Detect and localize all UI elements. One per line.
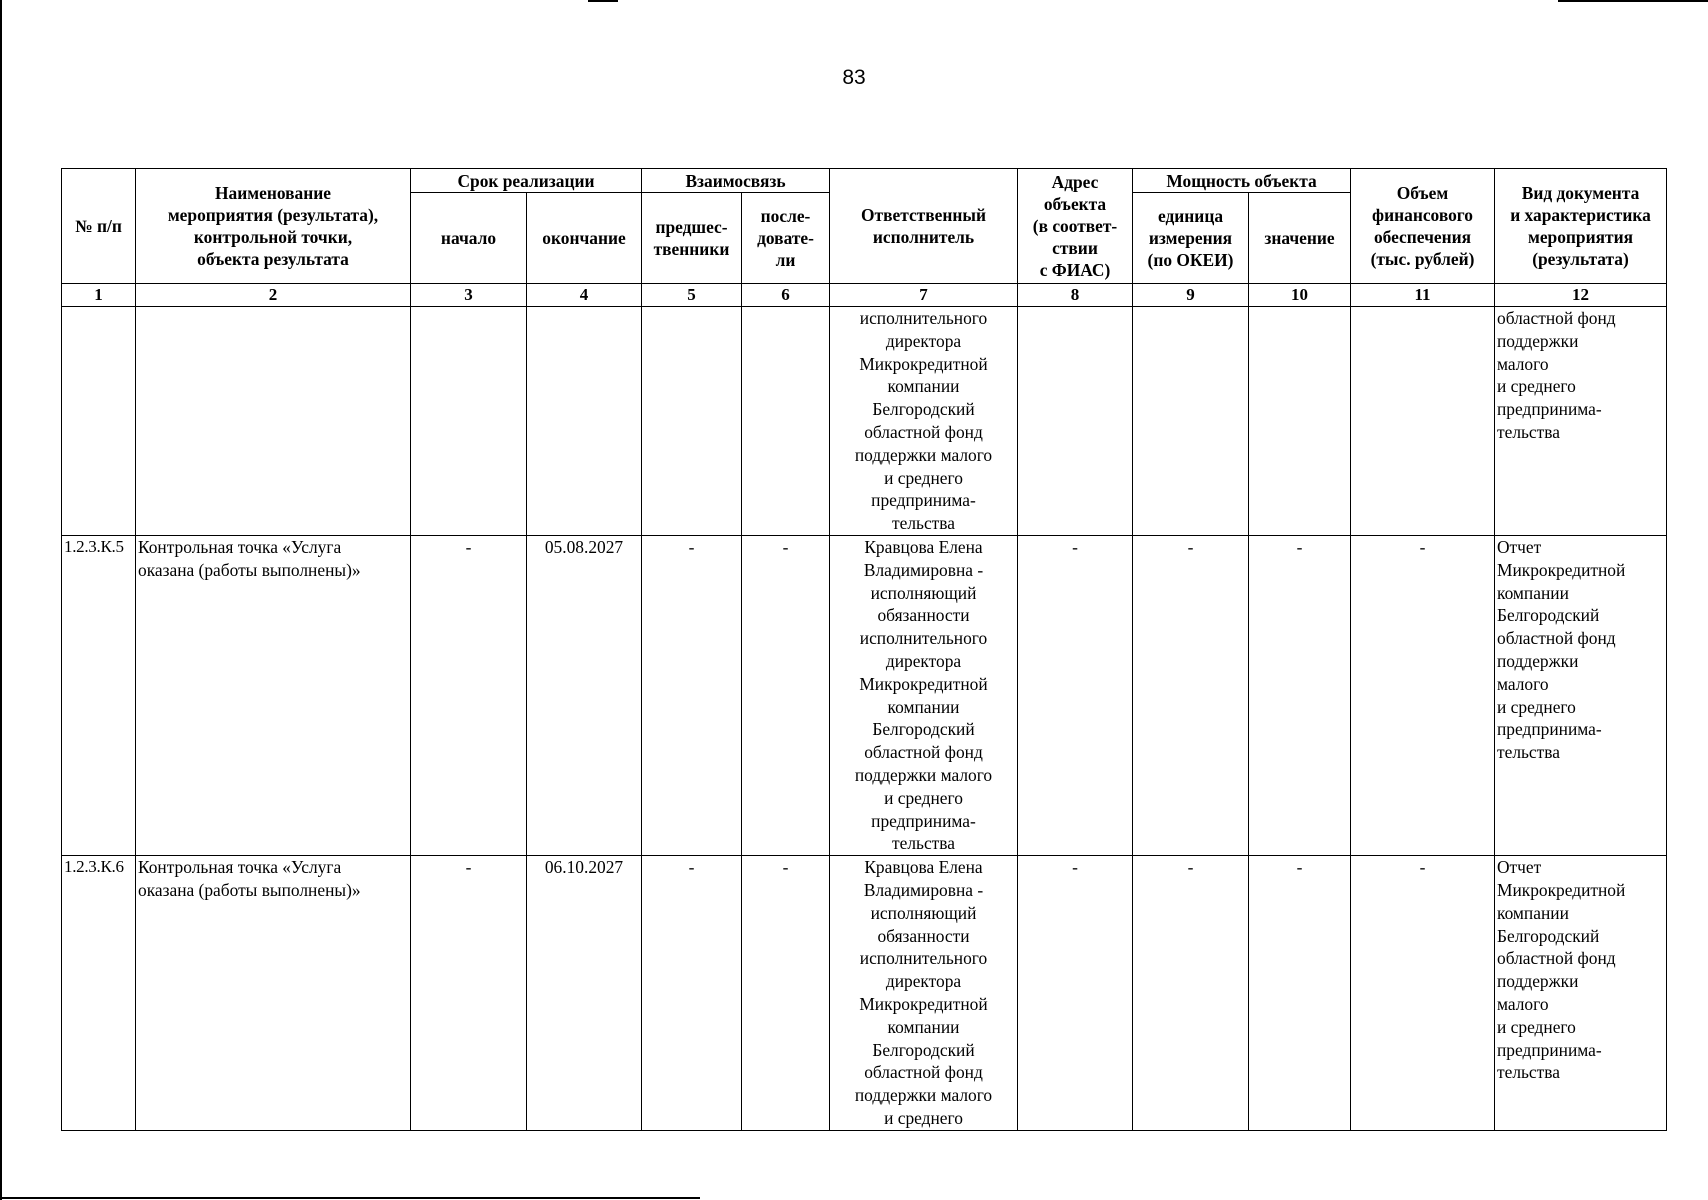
header-row-top	[62, 169, 1667, 193]
row-num: 1.2.3.К.5	[62, 536, 136, 856]
page-number: 83	[842, 66, 866, 89]
row-end: 05.08.2027	[527, 536, 642, 856]
row-name	[136, 307, 411, 536]
row-prev: -	[642, 856, 742, 1131]
row-num	[62, 307, 136, 536]
header-doc-type: Вид документа и характеристика мероприятия (результата)	[1495, 169, 1667, 284]
row-value	[1249, 307, 1351, 536]
row-start: -	[411, 536, 527, 856]
row-finance: -	[1351, 856, 1495, 1131]
row-prev	[642, 307, 742, 536]
row-doc: Отчет Микрокредитной компании Белгородский областной фонд поддержки малого и среднего предпринима- тельства	[1495, 856, 1667, 1131]
scan-mark-top-right	[1558, 0, 1708, 2]
header-finance: Объем финансового обеспечения (тыс. рублей)	[1351, 169, 1495, 284]
row-unit	[1133, 307, 1249, 536]
column-number: 12	[1495, 284, 1667, 307]
row-finance	[1351, 307, 1495, 536]
row-address: -	[1018, 856, 1133, 1131]
row-responsible: Кравцова Елена Владимировна - исполняющий обязанности исполнительного директора Микрокредитной компании Белгородский областной фонд поддержки малого и среднего предпринима- тельства	[830, 536, 1018, 856]
column-number: 11	[1351, 284, 1495, 307]
table-row	[62, 307, 1667, 536]
row-value: -	[1249, 536, 1351, 856]
column-number: 9	[1133, 284, 1249, 307]
column-number: 10	[1249, 284, 1351, 307]
header-name: Наименование мероприятия (результата), контрольной точки, объекта результата	[136, 169, 411, 284]
header-address: Адрес объекта (в соответ- ствии с ФИАС)	[1018, 169, 1133, 284]
row-address	[1018, 307, 1133, 536]
scan-mark-top-left	[588, 0, 618, 2]
row-responsible: исполнительного директора Микрокредитной компании Белгородский областной фонд поддержки малого и среднего предпринима- тельства	[830, 307, 1018, 536]
scan-mark-bottom	[0, 1197, 700, 1199]
header-value: значение	[1249, 193, 1351, 284]
column-number: 1	[62, 284, 136, 307]
row-prev: -	[642, 536, 742, 856]
column-number: 3	[411, 284, 527, 307]
column-number: 5	[642, 284, 742, 307]
row-address: -	[1018, 536, 1133, 856]
header-link-group: Взаимосвязь	[642, 169, 830, 193]
row-name: Контрольная точка «Услуга оказана (работы выполнены)»	[136, 536, 411, 856]
row-start: -	[411, 856, 527, 1131]
header-responsible: Ответственный исполнитель	[830, 169, 1018, 284]
column-number: 8	[1018, 284, 1133, 307]
plan-table	[61, 168, 1667, 1131]
column-number: 6	[742, 284, 830, 307]
row-next	[742, 307, 830, 536]
header-capacity-group: Мощность объекта	[1133, 169, 1351, 193]
header-num: № п/п	[62, 169, 136, 284]
table-row	[62, 536, 1667, 856]
row-unit: -	[1133, 536, 1249, 856]
header-term-group: Срок реализации	[411, 169, 642, 193]
row-name: Контрольная точка «Услуга оказана (работы выполнены)»	[136, 856, 411, 1131]
row-end: 06.10.2027	[527, 856, 642, 1131]
row-doc: областной фонд поддержки малого и среднего предпринима- тельства	[1495, 307, 1667, 536]
header-term-start: начало	[411, 193, 527, 284]
column-number: 4	[527, 284, 642, 307]
row-next: -	[742, 536, 830, 856]
row-responsible: Кравцова Елена Владимировна - исполняющий обязанности исполнительного директора Микрокредитной компании Белгородский областной фонд поддержки малого и среднего	[830, 856, 1018, 1131]
header-unit: единица измерения (по ОКЕИ)	[1133, 193, 1249, 284]
row-end	[527, 307, 642, 536]
row-unit: -	[1133, 856, 1249, 1131]
column-number: 2	[136, 284, 411, 307]
row-value: -	[1249, 856, 1351, 1131]
column-number: 7	[830, 284, 1018, 307]
row-next: -	[742, 856, 830, 1131]
header-term-end: окончание	[527, 193, 642, 284]
header-link-next: после- довате- ли	[742, 193, 830, 284]
header-link-prev: предшес- твенники	[642, 193, 742, 284]
row-finance: -	[1351, 536, 1495, 856]
column-number-row	[62, 284, 1667, 307]
table-row	[62, 856, 1667, 1131]
scan-mark-left-edge	[0, 0, 2, 1200]
row-start	[411, 307, 527, 536]
row-num: 1.2.3.К.6	[62, 856, 136, 1131]
row-doc: Отчет Микрокредитной компании Белгородский областной фонд поддержки малого и среднего предпринима- тельства	[1495, 536, 1667, 856]
